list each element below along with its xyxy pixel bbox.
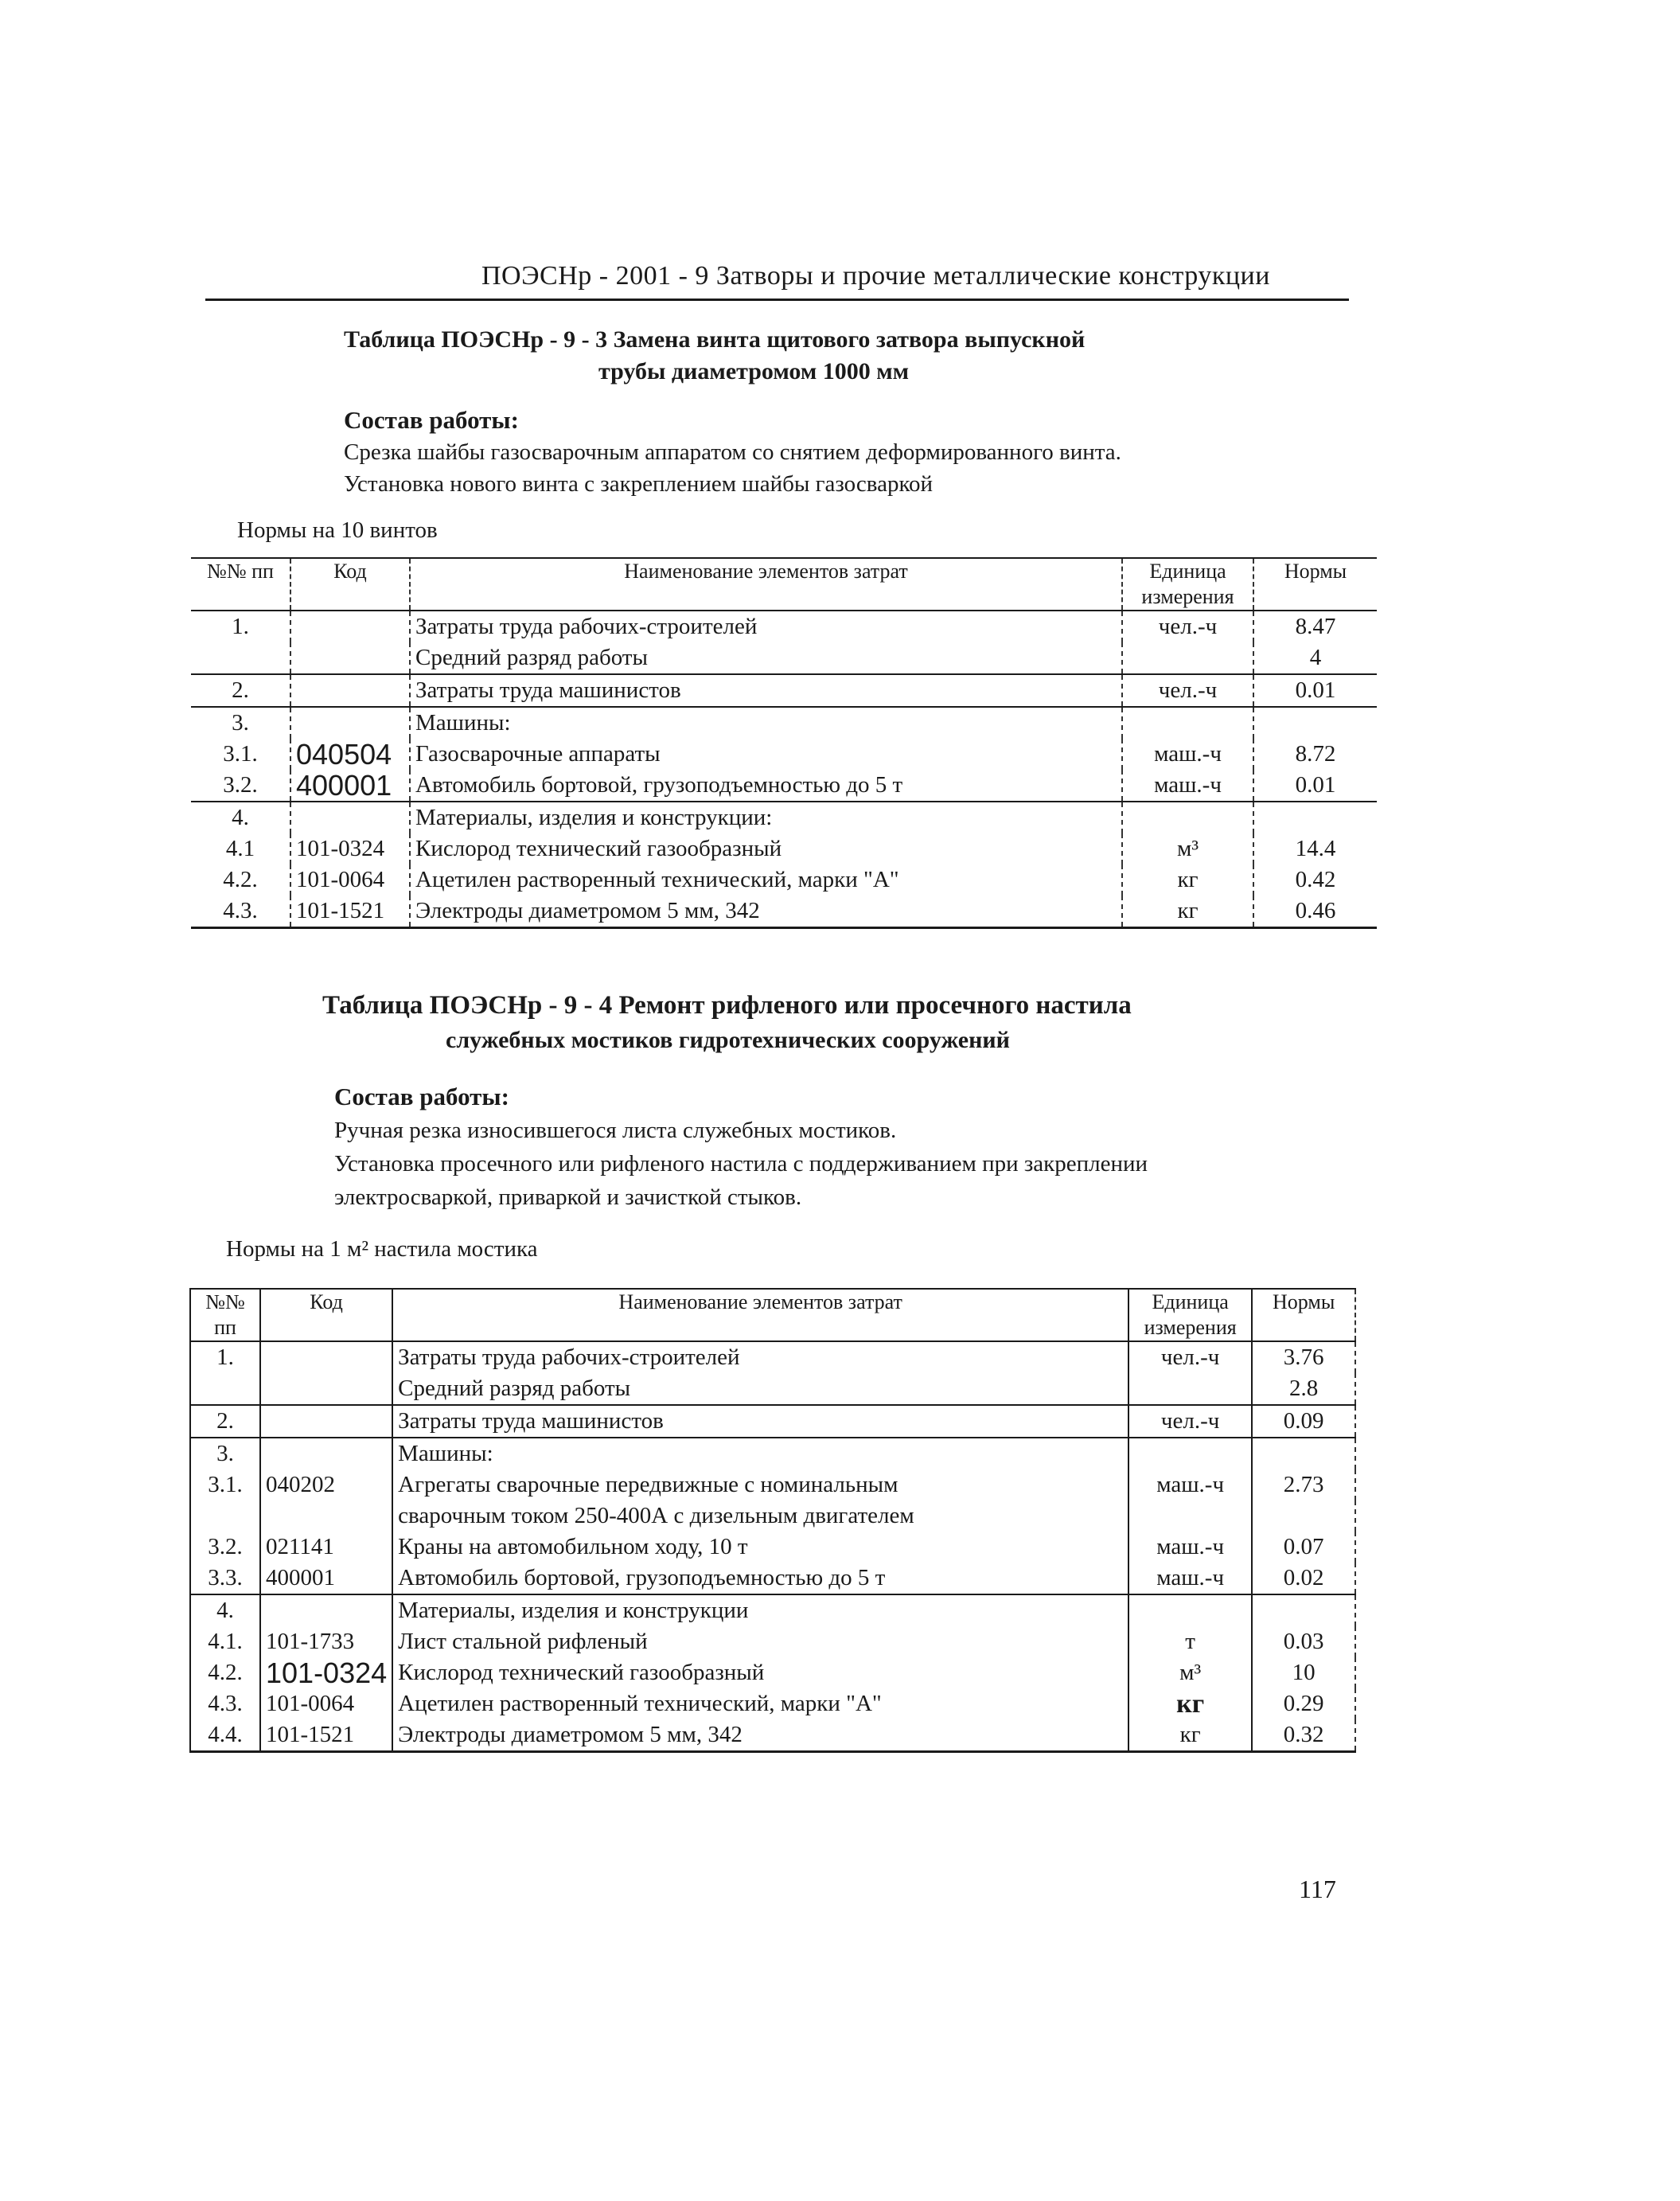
table2-title-line1: Таблица ПОЭСНр - 9 - 4 Ремонт рифленого или просечного настила <box>322 991 1132 1020</box>
cell-code <box>260 1373 392 1405</box>
header-rule <box>205 299 1349 301</box>
cell-unit: маш.-ч <box>1128 1563 1252 1594</box>
cell-name: Автомобиль бортовой, грузоподъемностью до 5 т <box>410 770 1122 802</box>
cell-name: Ацетилен растворенный технический, марки "А" <box>410 864 1122 896</box>
cell-no: 3.1. <box>223 741 258 767</box>
cell-no: 4.2. <box>223 867 258 892</box>
cell-code: 101-0064 <box>290 864 410 896</box>
col-header-no: №№ пп <box>190 1289 260 1341</box>
cell-unit: кг <box>1122 896 1253 928</box>
cell-name: Средний разряд работы <box>392 1373 1128 1405</box>
table-row <box>191 896 1377 928</box>
cell-norm: 0.32 <box>1252 1719 1355 1752</box>
cell-code <box>290 674 410 707</box>
table1-title-line2: трубы диаметромом 1000 мм <box>598 358 910 384</box>
cell-norm <box>1252 1438 1355 1469</box>
table-row <box>190 1563 1355 1594</box>
cell-no: 3. <box>191 707 290 739</box>
cell-name: сварочным током 250-400А с дизельным двигателем <box>392 1501 1128 1532</box>
cell-unit: м³ <box>1128 1657 1252 1688</box>
table1-work-line-1: Срезка шайбы газосварочным аппаратом со снятием деформированного винта. <box>344 439 1121 465</box>
table-row <box>190 1341 1355 1373</box>
cell-unit <box>1128 1501 1252 1532</box>
cell-code <box>260 1594 392 1626</box>
cell-code: 400001 <box>290 770 410 802</box>
table-row <box>191 642 1377 674</box>
cell-code <box>260 1405 392 1438</box>
cell-no: 4.1. <box>208 1629 243 1654</box>
cell-no: 3.1. <box>208 1472 243 1497</box>
table-row <box>190 1594 1355 1626</box>
cell-name: Лист стальной рифленый <box>392 1626 1128 1657</box>
page-number: 117 <box>1299 1875 1336 1903</box>
cell-code <box>290 642 410 674</box>
cell-name: Автомобиль бортовой, грузоподъемностью до 5 т <box>392 1563 1128 1594</box>
cell-code <box>290 611 410 642</box>
col-header-name: Наименование элементов затрат <box>410 558 1122 611</box>
table-header-row <box>191 558 1377 611</box>
cell-no: 1. <box>191 611 290 642</box>
table-row <box>190 1688 1355 1719</box>
table1-work-line-2: Установка нового винта с закреплением шайбы газосваркой <box>344 471 934 497</box>
cell-code: 101-0064 <box>260 1688 392 1719</box>
table-row <box>190 1657 1355 1688</box>
cell-name: Материалы, изделия и конструкции: <box>410 802 1122 833</box>
col-header-unit: Единица измерения <box>1128 1289 1252 1341</box>
cell-code <box>260 1341 392 1373</box>
cell-name: Затраты труда машинистов <box>410 674 1122 707</box>
col-header-no: №№ пп <box>191 558 290 611</box>
cell-unit: маш.-ч <box>1128 1469 1252 1501</box>
cell-code <box>290 707 410 739</box>
table-row <box>190 1438 1355 1469</box>
cell-norm: 3.76 <box>1252 1341 1355 1373</box>
cell-norm <box>1252 1594 1355 1626</box>
cell-no <box>190 1501 260 1532</box>
table1-title-line1: Таблица ПОЭСНр - 9 - 3 Замена винта щитового затвора выпускной <box>344 326 1086 353</box>
table-row <box>191 707 1377 739</box>
col-header-norm: Нормы <box>1253 558 1377 611</box>
cell-norm: 0.46 <box>1253 896 1377 928</box>
cell-code: 101-0324 <box>260 1657 392 1688</box>
cell-no: 3.2. <box>223 772 258 798</box>
cell-no: 4.2. <box>208 1660 243 1685</box>
cell-name: Машины: <box>410 707 1122 739</box>
table2-work-line-2: Установка просечного или рифленого настила с поддерживанием при закреплении <box>334 1151 1148 1177</box>
cell-unit: чел.-ч <box>1122 674 1253 707</box>
table2-work-label: Состав работы: <box>334 1083 509 1110</box>
cell-unit <box>1128 1438 1252 1469</box>
cell-name: Материалы, изделия и конструкции <box>392 1594 1128 1626</box>
cell-name: Электроды диаметромом 5 мм, 342 <box>392 1719 1128 1752</box>
table-row <box>190 1373 1355 1405</box>
cell-no <box>191 642 290 674</box>
col-header-unit: Единица измерения <box>1122 558 1253 611</box>
cell-unit: чел.-ч <box>1122 611 1253 642</box>
table-row <box>191 864 1377 896</box>
cell-norm: 8.47 <box>1253 611 1377 642</box>
table-row <box>190 1501 1355 1532</box>
cell-no: 2. <box>191 674 290 707</box>
table-header-row <box>190 1289 1355 1341</box>
table2-work-line-3: электросваркой, приваркой и зачисткой стыков. <box>334 1184 802 1210</box>
cell-norm <box>1252 1501 1355 1532</box>
table1-norms-caption: Нормы на 10 винтов <box>237 517 438 543</box>
norms-table-9-4 <box>189 1288 1356 1753</box>
cell-unit: маш.-ч <box>1122 770 1253 802</box>
cell-no: 4.4. <box>208 1722 243 1747</box>
cell-name: Электроды диаметромом 5 мм, 342 <box>410 896 1122 928</box>
cell-code: 021141 <box>260 1532 392 1563</box>
cell-code: 101-0324 <box>290 833 410 864</box>
cell-norm: 0.01 <box>1253 674 1377 707</box>
cell-code: 400001 <box>260 1563 392 1594</box>
cell-code: 040504 <box>290 739 410 770</box>
col-header-code: Код <box>290 558 410 611</box>
cell-no: 3.3. <box>208 1565 243 1590</box>
cell-unit: кг <box>1122 864 1253 896</box>
cell-unit <box>1128 1373 1252 1405</box>
cell-code: 101-1521 <box>290 896 410 928</box>
cell-norm: 10 <box>1252 1657 1355 1688</box>
cell-no: 4. <box>191 802 290 833</box>
cell-norm: 2.8 <box>1252 1373 1355 1405</box>
cell-norm <box>1253 707 1377 739</box>
cell-norm: 0.42 <box>1253 864 1377 896</box>
cell-unit: чел.-ч <box>1128 1341 1252 1373</box>
running-header: ПОЭСНр - 2001 - 9 Затворы и прочие металлические конструкции <box>481 261 1270 291</box>
norms-table-9-3 <box>191 557 1377 929</box>
cell-no: 3.2. <box>208 1534 243 1559</box>
table-row <box>191 833 1377 864</box>
table1-work-label: Состав работы: <box>344 406 519 434</box>
cell-name: Агрегаты сварочные передвижные с номинальным <box>392 1469 1128 1501</box>
table-row <box>191 770 1377 802</box>
cell-norm: 0.02 <box>1252 1563 1355 1594</box>
table-row <box>190 1405 1355 1438</box>
table2-work-line-1: Ручная резка износившегося листа служебных мостиков. <box>334 1118 897 1143</box>
cell-norm: 0.01 <box>1253 770 1377 802</box>
cell-code: 101-1521 <box>260 1719 392 1752</box>
table-row <box>191 611 1377 642</box>
cell-no <box>190 1373 260 1405</box>
cell-unit: маш.-ч <box>1128 1532 1252 1563</box>
cell-unit: кг <box>1128 1719 1252 1752</box>
table-row <box>191 739 1377 770</box>
cell-norm: 4 <box>1253 642 1377 674</box>
cell-unit: м³ <box>1122 833 1253 864</box>
cell-unit <box>1128 1594 1252 1626</box>
cell-unit: чел.-ч <box>1128 1405 1252 1438</box>
cell-name: Затраты труда рабочих-строителей <box>392 1341 1128 1373</box>
cell-name: Краны на автомобильном ходу, 10 т <box>392 1532 1128 1563</box>
cell-norm: 2.73 <box>1252 1469 1355 1501</box>
cell-name: Ацетилен растворенный технический, марки "А" <box>392 1688 1128 1719</box>
cell-no: 3. <box>190 1438 260 1469</box>
cell-code <box>260 1501 392 1532</box>
table-row <box>190 1469 1355 1501</box>
cell-unit <box>1122 802 1253 833</box>
cell-name: Затраты труда машинистов <box>392 1405 1128 1438</box>
col-header-name: Наименование элементов затрат <box>392 1289 1128 1341</box>
cell-name: Средний разряд работы <box>410 642 1122 674</box>
col-header-code: Код <box>260 1289 392 1341</box>
cell-norm: 0.07 <box>1252 1532 1355 1563</box>
cell-code: 101-1733 <box>260 1626 392 1657</box>
cell-norm: 0.03 <box>1252 1626 1355 1657</box>
cell-name: Затраты труда рабочих-строителей <box>410 611 1122 642</box>
cell-no: 4. <box>190 1594 260 1626</box>
table-row <box>191 802 1377 833</box>
col-header-norm: Нормы <box>1252 1289 1355 1341</box>
cell-no: 1. <box>190 1341 260 1373</box>
cell-name: Машины: <box>392 1438 1128 1469</box>
table2-title-line2: служебных мостиков гидротехнических сооружений <box>446 1027 1010 1053</box>
table-row <box>190 1626 1355 1657</box>
cell-no: 4.3. <box>223 898 258 923</box>
cell-norm: 8.72 <box>1253 739 1377 770</box>
cell-no: 4.1 <box>225 836 255 861</box>
cell-unit: маш.-ч <box>1122 739 1253 770</box>
cell-unit <box>1122 707 1253 739</box>
cell-norm <box>1253 802 1377 833</box>
cell-norm: 14.4 <box>1253 833 1377 864</box>
cell-code <box>290 802 410 833</box>
cell-no: 4.3. <box>208 1691 243 1716</box>
cell-code: 040202 <box>260 1469 392 1501</box>
table2-norms-caption: Нормы на 1 м² настила мостика <box>226 1236 538 1262</box>
cell-unit: т <box>1128 1626 1252 1657</box>
cell-norm: 0.29 <box>1252 1688 1355 1719</box>
table-row <box>190 1719 1355 1752</box>
table-row <box>190 1532 1355 1563</box>
table-row <box>191 674 1377 707</box>
cell-unit <box>1122 642 1253 674</box>
cell-no: 2. <box>190 1405 260 1438</box>
cell-unit: кг <box>1128 1688 1252 1719</box>
cell-name: Кислород технический газообразный <box>410 833 1122 864</box>
cell-name: Газосварочные аппараты <box>410 739 1122 770</box>
cell-norm: 0.09 <box>1252 1405 1355 1438</box>
cell-name: Кислород технический газообразный <box>392 1657 1128 1688</box>
cell-code <box>260 1438 392 1469</box>
